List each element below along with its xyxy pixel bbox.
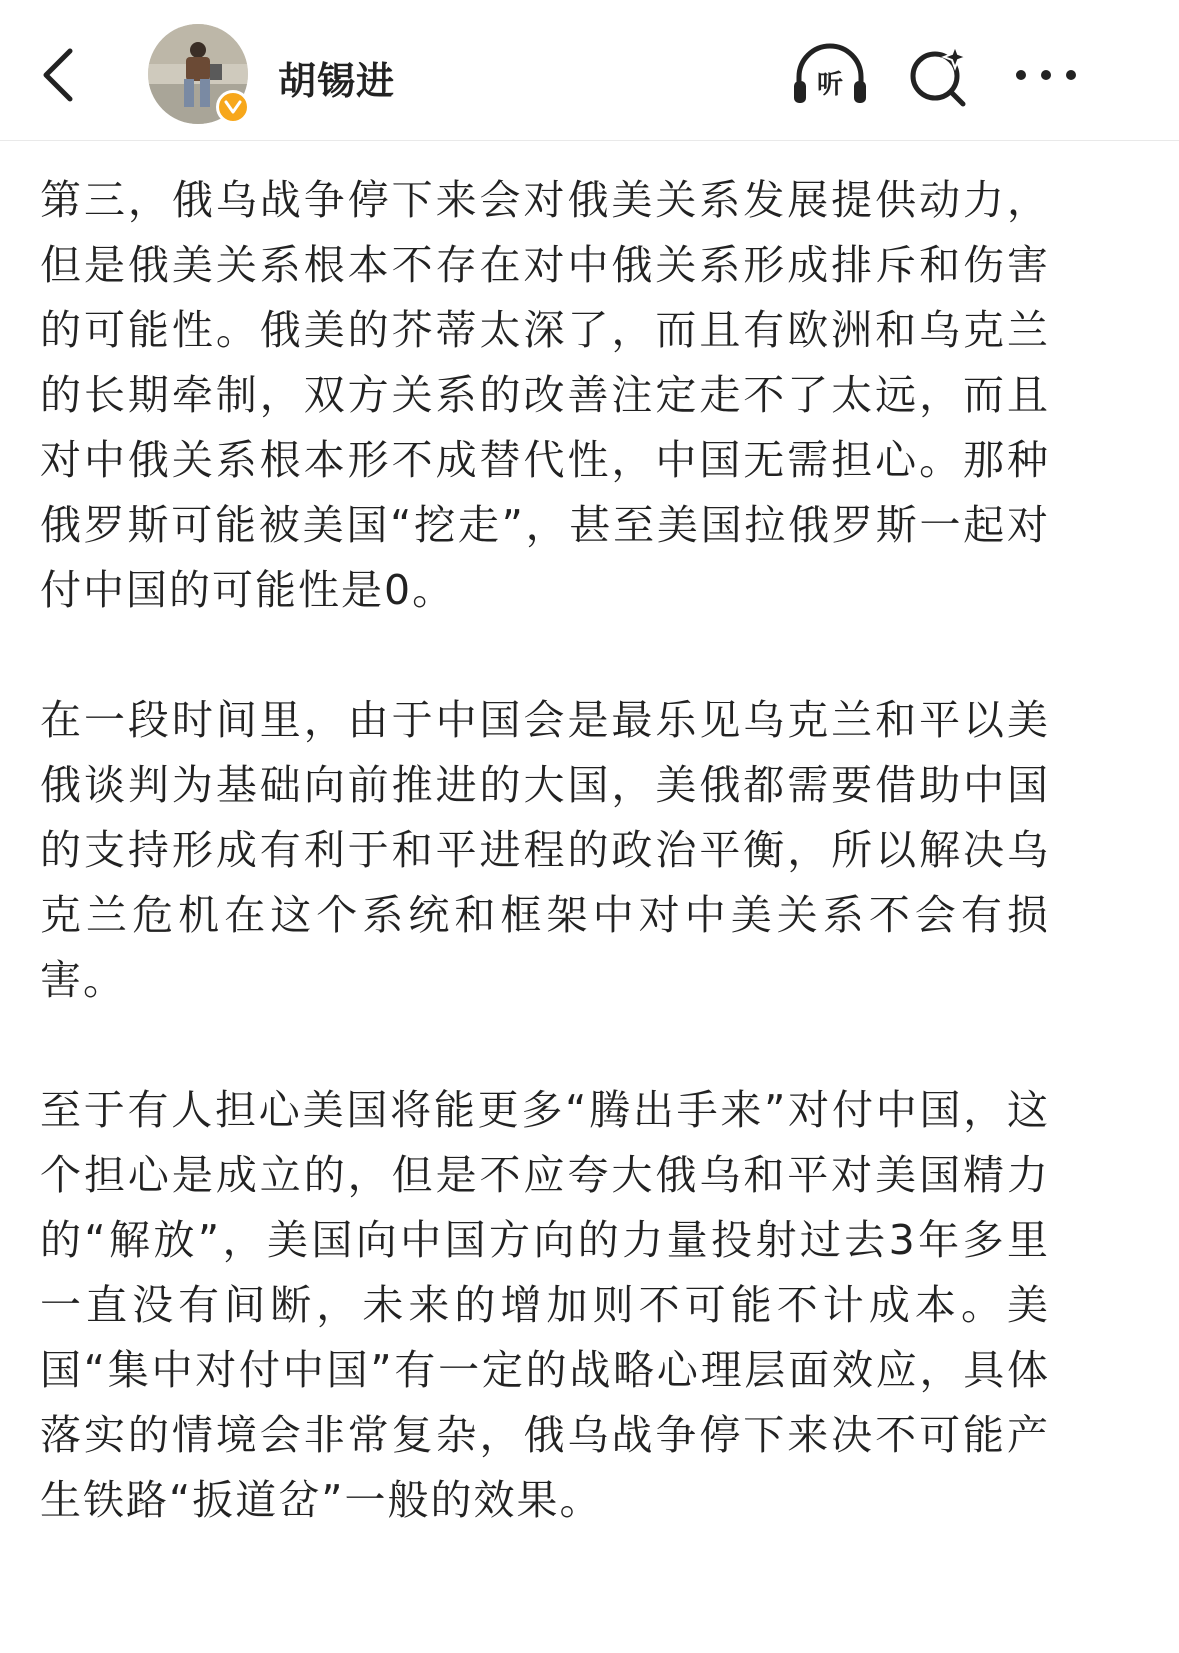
more-dots-icon: [1011, 65, 1081, 85]
username[interactable]: 胡锡进: [278, 59, 396, 103]
post-paragraph: 至于有人担心美国将能更多“腾出手来”对付中国，这个担心是成立的，但是不应夸大俄乌和平对美国精力的“解放”，美国向中国方向的力量投射过去3年多里一直没有间断，未来的增加则不可能不计成本。美国“集中对付中国”有一定的战略心理层面效应，具体落实的情境会非常复杂，俄乌战争停下来决不可能产生铁路“扳道岔”一般的效果。: [40, 1086, 1050, 1524]
more-button[interactable]: [1006, 40, 1086, 110]
post-paragraph: 第三，俄乌战争停下来会对俄美关系发展提供动力，但是俄美关系根本不存在对中俄关系形成排斥和伤害的可能性。俄美的芥蒂太深了，而且有欧洲和乌克兰的长期牵制，双方关系的改善注定走不了太远，而且对中俄关系根本形不成替代性，中国无需担心。那种俄罗斯可能被美国“挖走”，甚至美国拉俄罗斯一起对付中国的可能性是0。: [40, 176, 1050, 614]
search-button[interactable]: [898, 40, 978, 110]
back-button[interactable]: [28, 40, 88, 110]
listen-button[interactable]: [790, 40, 870, 110]
post-body: [40, 168, 1050, 1598]
verified-badge: [216, 90, 250, 124]
verified-v-icon: [224, 99, 242, 115]
avatar[interactable]: [148, 24, 248, 124]
headphones-listen-icon: [791, 43, 869, 107]
top-nav-bar: [0, 0, 1179, 141]
search-sparkle-icon: [903, 42, 973, 108]
post-paragraph: 在一段时间里，由于中国会是最乐见乌克兰和平以美俄谈判为基础向前推进的大国，美俄都需要借助中国的支持形成有利于和平进程的政治平衡，所以解决乌克兰危机在这个系统和框架中对中美关系不会有损害。: [40, 696, 1050, 1004]
back-arrow-icon: [38, 45, 78, 105]
svg-text:听: 听: [816, 70, 844, 100]
